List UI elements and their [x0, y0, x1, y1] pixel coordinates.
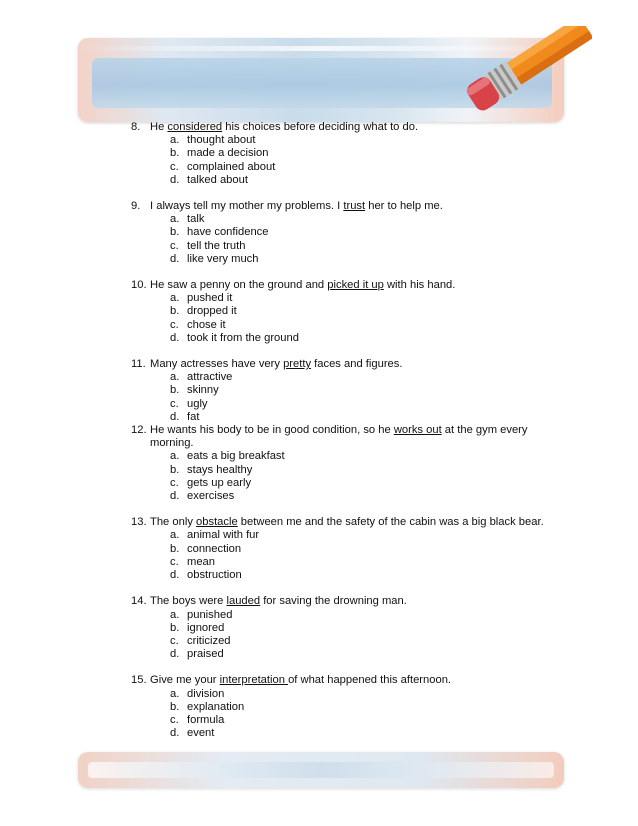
question-text-after: her to help me.: [365, 200, 443, 213]
question-14: [131, 595, 571, 661]
question-number: 14.: [131, 595, 147, 608]
option-letter: a.: [170, 608, 180, 621]
answer-option: [170, 411, 571, 424]
answer-option: [170, 161, 571, 174]
question-text-after: for saving the drowning man.: [260, 595, 407, 608]
question-text: [150, 674, 571, 687]
option-text: talked about: [187, 173, 248, 186]
underlined-word: works out: [393, 424, 442, 437]
question-8: [131, 121, 571, 187]
answer-options: [131, 609, 571, 662]
option-letter: d.: [170, 569, 180, 582]
option-text: ugly: [187, 397, 208, 410]
underlined-word: interpretation: [219, 674, 289, 687]
question-number: 15.: [131, 674, 147, 687]
answer-option: [170, 701, 571, 714]
answer-option: [170, 319, 571, 332]
option-text: division: [187, 687, 225, 700]
question-number: 9.: [131, 200, 141, 213]
footer-banner: [78, 752, 564, 788]
option-text: mean: [187, 555, 215, 568]
footer-banner-band: [88, 762, 554, 778]
question-stem: [131, 595, 571, 608]
question-text-after: between me and the safety of the cabin was a big black bear.: [237, 516, 544, 529]
option-letter: a.: [170, 292, 180, 305]
answer-option: [170, 543, 571, 556]
answer-options: [131, 134, 571, 187]
answer-option: [170, 714, 571, 727]
option-letter: a.: [170, 529, 180, 542]
question-number: 12.: [131, 424, 147, 437]
option-text: pushed it: [187, 292, 233, 305]
option-letter: c.: [170, 318, 179, 331]
option-text: skinny: [187, 384, 219, 397]
question-text-before: I always tell my mother my problems. I: [150, 200, 344, 213]
question-text-before: He saw a penny on the ground and: [150, 279, 328, 292]
option-letter: a.: [170, 371, 180, 384]
question-text-after: with his hand.: [383, 279, 456, 292]
answer-option: [170, 688, 571, 701]
answer-option: [170, 226, 571, 239]
option-text: formula: [187, 713, 225, 726]
option-text: like very much: [187, 252, 259, 265]
underlined-word: obstacle: [196, 516, 238, 529]
underlined-word: considered: [167, 121, 223, 133]
question-text: [150, 595, 571, 608]
answer-option: [170, 134, 571, 147]
option-letter: a.: [170, 450, 180, 463]
option-text: animal with fur: [187, 529, 260, 542]
option-letter: a.: [170, 687, 180, 700]
answer-option: [170, 174, 571, 187]
answer-options: [131, 688, 571, 741]
question-12: [131, 424, 571, 503]
option-letter: d.: [170, 331, 180, 344]
question-text-before: The only: [150, 516, 197, 529]
option-text: made a decision: [187, 147, 269, 160]
question-11: [131, 358, 571, 424]
option-letter: c.: [170, 239, 179, 252]
question-10: [131, 279, 571, 345]
option-text: tell the truth: [187, 239, 246, 252]
option-letter: c.: [170, 555, 179, 568]
question-text-after: his choices before deciding what to do.: [222, 121, 419, 133]
question-number: 11.: [131, 358, 146, 371]
question-stem: [131, 121, 571, 134]
question-text-after: faces and figures.: [311, 358, 403, 371]
question-text-before: The boys were: [150, 595, 227, 608]
option-letter: a.: [170, 134, 180, 147]
option-text: praised: [187, 648, 224, 661]
answer-options: [131, 371, 571, 424]
option-letter: a.: [170, 213, 180, 226]
underlined-word: trust: [343, 200, 366, 213]
option-text: have confidence: [187, 226, 269, 239]
answer-option: [170, 147, 571, 160]
answer-option: [170, 556, 571, 569]
option-text: complained about: [187, 160, 276, 173]
answer-option: [170, 622, 571, 635]
question-stem: [131, 516, 571, 529]
option-text: took it from the ground: [187, 331, 299, 344]
option-text: event: [187, 727, 215, 740]
option-letter: d.: [170, 490, 180, 503]
answer-options: [131, 450, 571, 503]
question-number: 13.: [131, 516, 147, 529]
question-stem: [131, 200, 571, 213]
question-text-after: at the gym every morning.: [150, 424, 528, 450]
question-number: 10.: [131, 279, 147, 292]
answer-options: [131, 529, 571, 582]
option-letter: b.: [170, 700, 180, 713]
answer-option: [170, 490, 571, 503]
option-text: obstruction: [187, 569, 242, 582]
answer-option: [170, 213, 571, 226]
option-text: talk: [187, 213, 205, 226]
question-text-before: Give me your: [150, 674, 220, 687]
underlined-word: lauded: [226, 595, 261, 608]
option-text: stays healthy: [187, 463, 253, 476]
question-text-before: Many actresses have very: [150, 358, 284, 371]
option-letter: c.: [170, 713, 179, 726]
answer-options: [131, 213, 571, 266]
option-letter: c.: [170, 476, 179, 489]
option-letter: b.: [170, 226, 180, 239]
question-stem: [131, 358, 571, 371]
option-text: chose it: [187, 318, 226, 331]
option-letter: d.: [170, 173, 180, 186]
underlined-word: picked it up: [327, 279, 384, 292]
answer-option: [170, 464, 571, 477]
quiz-content: [131, 121, 571, 753]
question-text-before: He wants his body to be in good condition, so he: [150, 424, 394, 437]
answer-option: [170, 569, 571, 582]
answer-option: [170, 305, 571, 318]
question-text: [150, 358, 571, 371]
question-text: [150, 200, 571, 213]
option-text: attractive: [187, 371, 233, 384]
question-text: [150, 279, 571, 292]
option-text: fat: [187, 410, 200, 423]
question-text: [150, 121, 571, 134]
option-letter: b.: [170, 147, 180, 160]
option-text: eats a big breakfast: [187, 450, 285, 463]
answer-option: [170, 609, 571, 622]
answer-option: [170, 371, 571, 384]
answer-option: [170, 384, 571, 397]
option-text: exercises: [187, 490, 235, 503]
option-letter: c.: [170, 160, 179, 173]
question-stem: [131, 279, 571, 292]
answer-option: [170, 240, 571, 253]
answer-option: [170, 477, 571, 490]
option-text: thought about: [187, 134, 256, 147]
option-letter: b.: [170, 621, 180, 634]
option-text: dropped it: [187, 305, 237, 318]
answer-option: [170, 529, 571, 542]
question-stem: [131, 674, 571, 687]
option-text: punished: [187, 608, 233, 621]
option-letter: d.: [170, 252, 180, 265]
option-text: ignored: [187, 621, 225, 634]
question-number: 8.: [131, 121, 141, 133]
option-letter: b.: [170, 542, 180, 555]
option-letter: b.: [170, 305, 180, 318]
pencil-icon: [452, 26, 592, 116]
answer-option: [170, 253, 571, 266]
question-stem: [131, 424, 571, 450]
option-text: criticized: [187, 634, 231, 647]
option-letter: d.: [170, 648, 180, 661]
answer-option: [170, 398, 571, 411]
option-letter: d.: [170, 410, 180, 423]
question-text: [150, 516, 571, 529]
option-text: gets up early: [187, 476, 252, 489]
answer-option: [170, 332, 571, 345]
underlined-word: pretty: [283, 358, 312, 371]
question-15: [131, 674, 571, 740]
question-9: [131, 200, 571, 266]
option-letter: c.: [170, 634, 179, 647]
option-text: explanation: [187, 700, 245, 713]
answer-option: [170, 727, 571, 740]
option-letter: c.: [170, 397, 179, 410]
answer-options: [131, 292, 571, 345]
answer-option: [170, 648, 571, 661]
option-letter: d.: [170, 727, 180, 740]
question-text-before: He: [150, 121, 168, 133]
question-text: [150, 424, 571, 450]
option-letter: b.: [170, 384, 180, 397]
question-13: [131, 516, 571, 582]
answer-option: [170, 635, 571, 648]
option-text: connection: [187, 542, 242, 555]
question-text-after: of what happened this afternoon.: [288, 674, 452, 687]
option-letter: b.: [170, 463, 180, 476]
answer-option: [170, 292, 571, 305]
answer-option: [170, 450, 571, 463]
